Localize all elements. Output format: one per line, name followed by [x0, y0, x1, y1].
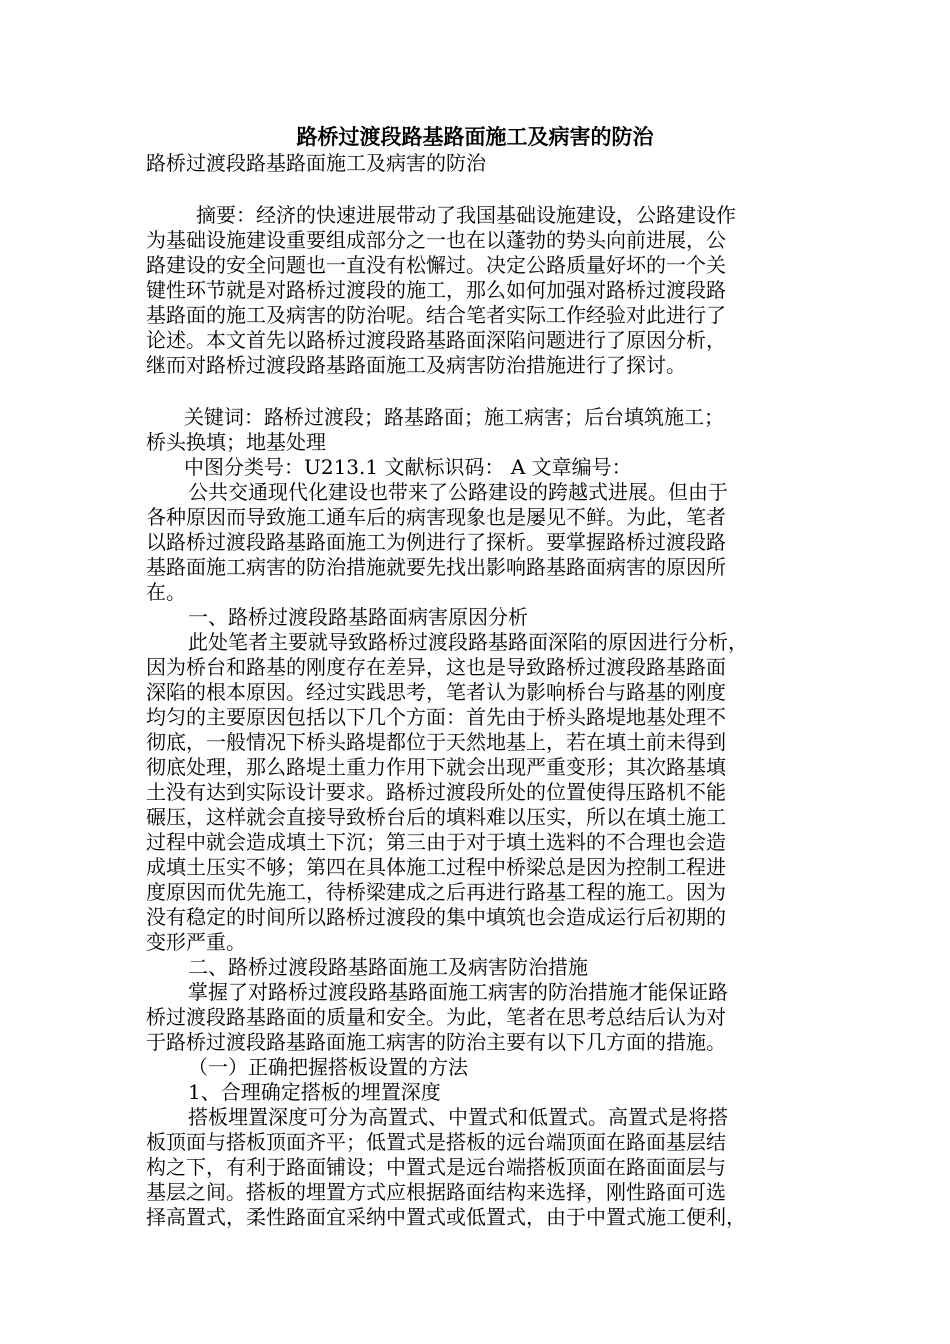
keywords-line: 关键词：路桥过渡段；路基路面；施工病害；后台填筑施工； — [184, 405, 724, 429]
paragraph-line: 深陷的根本原因。经过实践思考，笔者认为影响桥台与路基的刚度 — [146, 680, 726, 704]
paragraph-line: 因为桥台和路基的刚度存在差异，这也是导致路桥过渡段路基路面 — [146, 655, 726, 679]
paragraph-line: 基路面施工病害的防治措施就要先找出影响路基路面病害的原因所 — [146, 555, 726, 579]
paragraph-line: 没有稳定的时间所以路桥过渡段的集中填筑也会造成运行后初期的 — [146, 905, 726, 929]
paragraph-line: 公共交通现代化建设也带来了公路建设的跨越式进展。但由于 — [188, 480, 728, 504]
abstract-line: 继而对路桥过渡段路基路面施工及病害防治措施进行了探讨。 — [146, 353, 686, 377]
abstract-line: 路建设的安全问题也一直没有松懈过。决定公路质量好坏的一个关 — [146, 253, 726, 277]
paragraph-line: 以路桥过渡段路基路面施工为例进行了探析。要掌握路桥过渡段路 — [146, 530, 726, 554]
abstract-line: 为基础设施建设重要组成部分之一也在以蓬勃的势头向前进展，公 — [146, 228, 726, 252]
paragraph-line: 桥过渡段路基路面的质量和安全。为此，笔者在思考总结后认为对 — [146, 1005, 726, 1029]
paragraph-line: 度原因而优先施工，待桥梁建成之后再进行路基工程的施工。因为 — [146, 880, 726, 904]
classification-line: 中图分类号：U213.1 文献标识码： A 文章编号： — [184, 455, 632, 479]
document-title: 路桥过渡段路基路面施工及病害的防治 — [296, 124, 654, 149]
paragraph-line: 成填土压实不够；第四在具体施工过程中桥梁总是因为控制工程进 — [146, 855, 726, 879]
paragraph-line: 择高置式，柔性路面宜采纳中置式或低置式，由于中置式施工便利， — [146, 1205, 746, 1229]
paragraph-line: 土没有达到实际设计要求。路桥过渡段所处的位置使得压路机不能 — [146, 780, 726, 804]
paragraph-line: 彻底处理，那么路堤土重力作用下就会出现严重变形；其次路基填 — [146, 755, 726, 779]
paragraph-line: 此处笔者主要就导致路桥过渡段路基路面深陷的原因进行分析， — [188, 630, 748, 654]
section-heading: 二、路桥过渡段路基路面施工及病害防治措施 — [188, 955, 588, 979]
paragraph-line: 彻底，一般情况下桥头路堤都位于天然地基上，若在填土前未得到 — [146, 730, 726, 754]
paragraph-line: 各种原因而导致施工通车后的病害现象也是屡见不鲜。为此，笔者 — [146, 505, 726, 529]
paragraph-line: 搭板埋置深度可分为高置式、中置式和低置式。高置式是将搭 — [188, 1105, 728, 1129]
paragraph-line: 过程中就会造成填土下沉；第三由于对于填土选料的不合理也会造 — [146, 830, 726, 854]
abstract-line: 摘要：经济的快速进展带动了我国基础设施建设，公路建设作 — [196, 203, 736, 227]
abstract-line: 键性环节就是对路桥过渡段的施工，那么如何加强对路桥过渡段路 — [146, 278, 726, 302]
keywords-line: 桥头换填；地基处理 — [146, 430, 326, 454]
section-heading: 一、路桥过渡段路基路面病害原因分析 — [188, 605, 528, 629]
abstract-line: 基路面的施工及病害的防治呢。结合笔者实际工作经验对此进行了 — [146, 303, 726, 327]
paragraph-line: 板顶面与搭板顶面齐平；低置式是搭板的远台端顶面在路面基层结 — [146, 1130, 726, 1154]
paragraph-line: 基层之间。搭板的埋置方式应根据路面结构来选择，刚性路面可选 — [146, 1180, 726, 1204]
subtitle-line: 路桥过渡段路基路面施工及病害的防治 — [146, 151, 486, 175]
paragraph-line: 于路桥过渡段路基路面施工病害的防治主要有以下几方面的措施。 — [146, 1030, 726, 1054]
paragraph-line: 构之下，有利于路面铺设；中置式是远台端搭板顶面在路面面层与 — [146, 1155, 726, 1179]
paragraph-line: 均匀的主要原因包括以下几个方面：首先由于桥头路堤地基处理不 — [146, 705, 726, 729]
paragraph-line: 掌握了对路桥过渡段路基路面施工病害的防治措施才能保证路 — [188, 980, 728, 1004]
subsection-heading: （一）正确把握搭板设置的方法 — [188, 1055, 468, 1079]
paragraph-line: 变形严重。 — [146, 930, 246, 954]
paragraph-line: 碾压，这样就会直接导致桥台后的填料难以压实，所以在填土施工 — [146, 805, 726, 829]
subsection-heading: 1、合理确定搭板的埋置深度 — [188, 1080, 441, 1104]
paragraph-line: 在。 — [146, 580, 186, 604]
abstract-line: 论述。本文首先以路桥过渡段路基路面深陷问题进行了原因分析， — [146, 328, 726, 352]
